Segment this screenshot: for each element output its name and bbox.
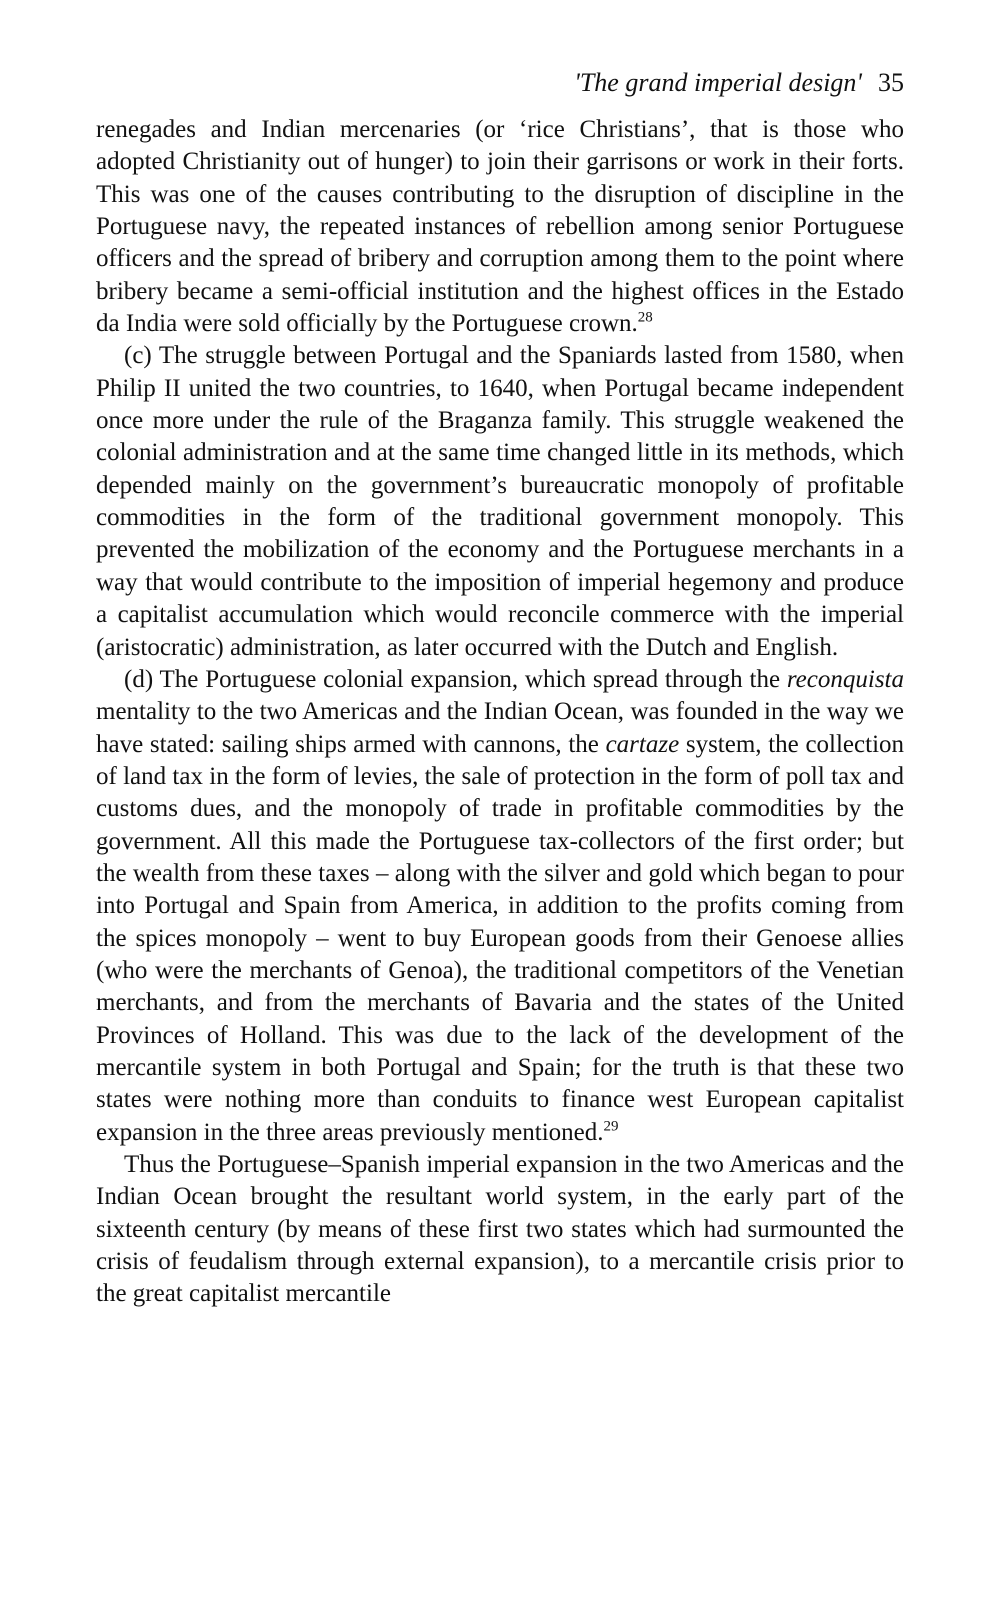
paragraph-thus xyxy=(96,1149,904,1311)
running-head xyxy=(96,66,904,100)
book-page xyxy=(96,66,904,1311)
footnote-ref-28: 28 xyxy=(637,309,653,326)
paragraph-text: renegades and Indian mercenaries (or ‘rice Christians’, that is those who adopted Christianity out of hunger) to join their garrisons or work in their forts. This was one of the causes contributing to the disruption of discipline in the Portuguese navy, the repeated instances of rebellion among senior Portuguese officers and the spread of bribery and corruption among them to the point where bribery became a semi-official institution and the highest offices in the Estado da India were sold officially by the Portuguese crown. xyxy=(96,116,904,338)
footnote-ref-29: 29 xyxy=(603,1118,619,1135)
page-number: 35 xyxy=(878,68,904,97)
italic-term-reconquista: reconquista xyxy=(786,665,904,693)
paragraph-text: mentality to the two Americas and the Indian Ocean, was founded in the way we have stated: sailing ships armed with cannons, the xyxy=(96,698,904,758)
paragraph-text: system, the collection of land tax in the form of levies, the sale of protection in the form of poll tax and customs dues, and the monopoly of trade in profitable commodities by the government. All this made the Portuguese tax-collectors of the first order; but the wealth from these taxes – along with the silver and gold which began to pour into Portugal and Spain from America, in addition to the profits coming from the spices monopoly – went to buy European goods from their Genoese allies (who were the merchants of Genoa), the traditional competitors of the Venetian merchants, and from the merchants of Bavaria and the states of the United Provinces of Holland. This was due to the lack of the development of the mercantile system in both Portugal and Spain; for the truth is that these two states were nothing more than conduits to finance west European capitalist expansion in the three areas previously mentioned. xyxy=(96,730,905,1146)
running-head-title: 'The grand imperial design' xyxy=(574,68,862,97)
paragraph-text: (d) The Portuguese colonial expansion, which spread through the xyxy=(124,665,787,693)
paragraph-text: (c) The struggle between Portugal and the Spaniards lasted from 1580, when Philip II united the two countries, to 1640, when Portugal became independent once more under the rule of the Braganza family. This struggle weakened the colonial administration and at the same time changed little in its methods, which depended mainly on the government’s bureaucratic monopoly of profitable commodities in the form of the traditional government monopoly. This prevented the mobilization of the economy and the Portuguese merchants in a way that would contribute to the imposition of imperial hegemony and produce a capitalist accumulation which would reconcile commerce with the imperial (aristocratic) administration, as later occurred with the Dutch and English. xyxy=(96,342,904,661)
paragraph-text: Thus the Portuguese–Spanish imperial expansion in the two Americas and the Indian Ocean brought the resultant world system, in the early part of the sixteenth century (by means of these first two states which had surmounted the crisis of feudalism through external expansion), to a mercantile crisis prior to the great capitalist mercantile xyxy=(96,1151,904,1308)
italic-term-cartaze: cartaze xyxy=(605,730,680,758)
body-text xyxy=(96,114,904,1311)
paragraph-c xyxy=(96,340,904,663)
paragraph-d xyxy=(96,664,904,1149)
paragraph-continued xyxy=(96,114,904,340)
